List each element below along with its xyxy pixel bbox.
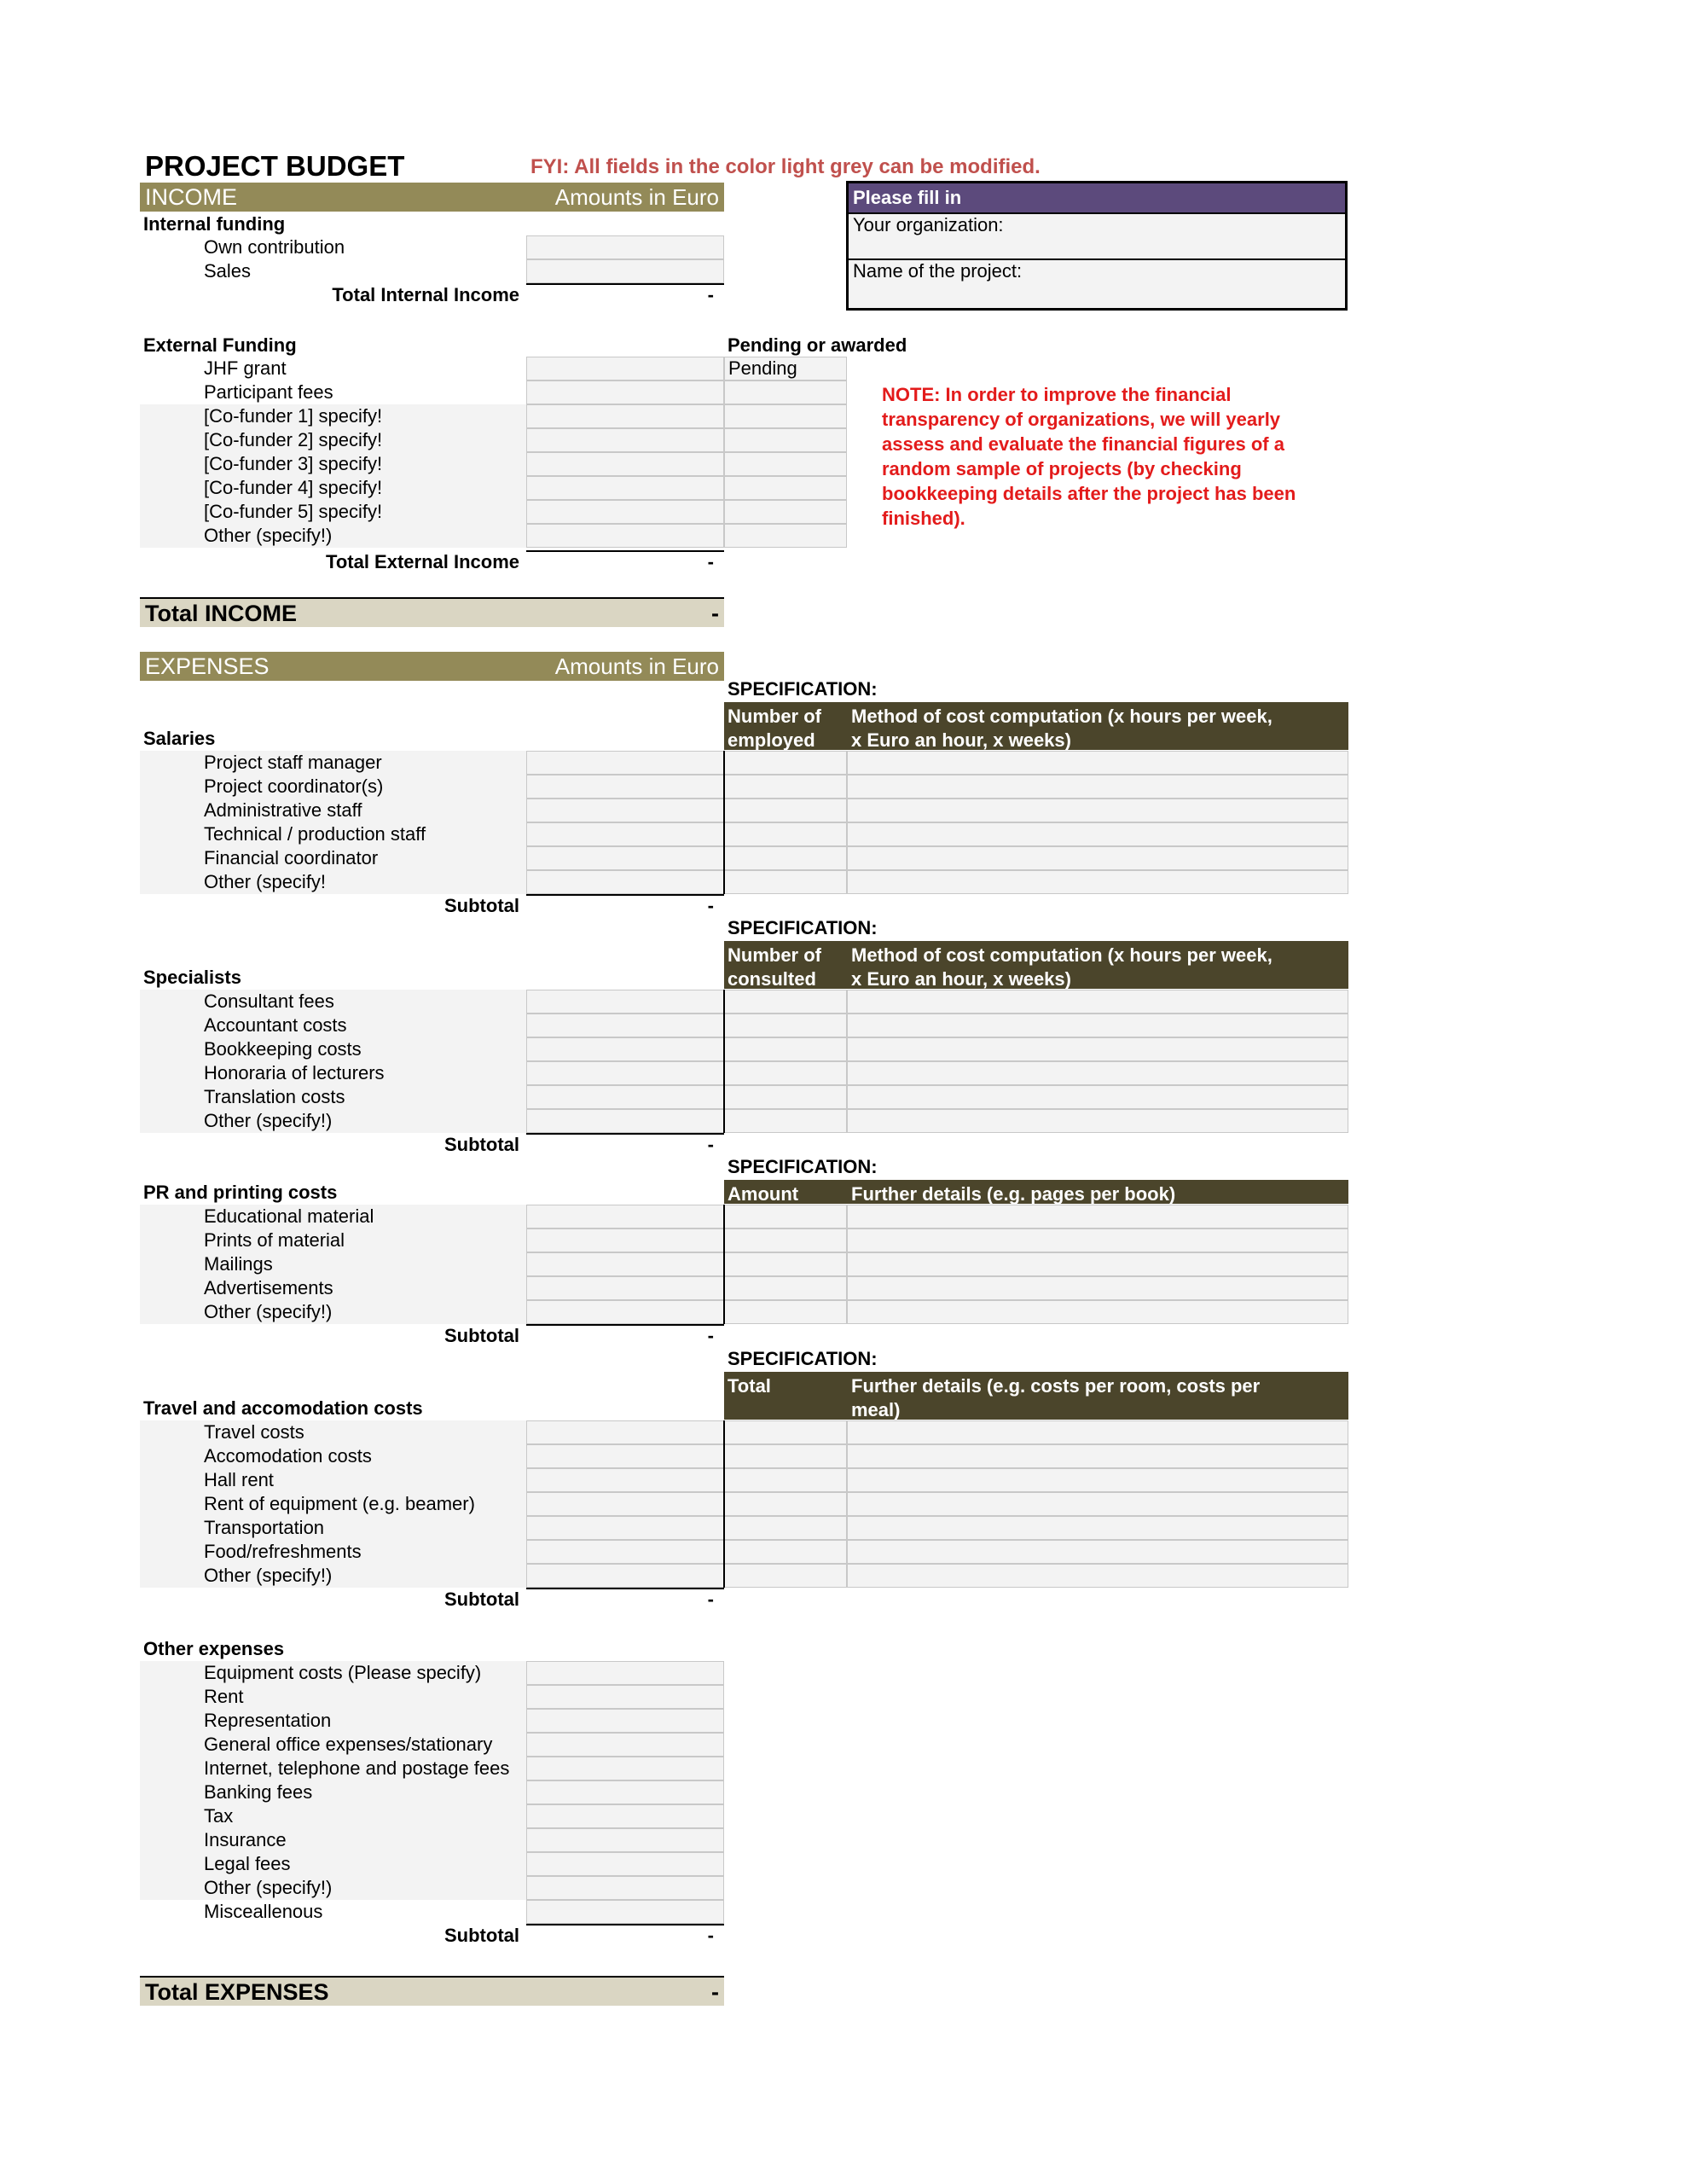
pr-amount-input[interactable] <box>526 1205 724 1228</box>
travel-amount-input[interactable] <box>526 1540 724 1564</box>
specification-label: SPECIFICATION: <box>728 1156 878 1177</box>
travel-spec-row <box>724 1564 1348 1588</box>
external-funding-item: Participant fees <box>140 380 526 404</box>
pr-spec-details-input[interactable] <box>847 1300 1348 1324</box>
other-amount-input[interactable] <box>526 1900 724 1924</box>
salaries-amount-input[interactable] <box>526 775 724 799</box>
travel-item: Transportation <box>140 1516 526 1540</box>
pending-status-input[interactable] <box>724 452 847 476</box>
salaries-item: Financial coordinator <box>140 846 526 870</box>
pr-spec-count-input[interactable] <box>724 1300 847 1324</box>
travel-spec-details-input[interactable] <box>847 1420 1348 1444</box>
other-expenses-item: General office expenses/stationary <box>140 1733 526 1757</box>
transparency-note: NOTE: In order to improve the financial transparency of organizations, we will yearly assess and evaluate the financial figures of a random sample of projects (by checking bookkeeping details after the project has been finished). <box>882 384 1296 529</box>
specialists-spec-details-input[interactable] <box>847 1014 1348 1037</box>
specialists-item: Honoraria of lecturers <box>140 1061 526 1085</box>
other-expenses-item: Other (specify!) <box>140 1876 526 1900</box>
salaries-spec-row <box>724 870 1348 894</box>
salaries-amount-input[interactable] <box>526 846 724 870</box>
external-amount-input[interactable] <box>526 524 724 548</box>
external-amount-input[interactable] <box>526 357 724 380</box>
pr-spec-row <box>724 1205 1348 1228</box>
other-expenses-item: Legal fees <box>140 1852 526 1876</box>
specialists-spec-col2: Method of cost computation (x hours per week, x Euro an hour, x weeks) <box>851 944 1272 990</box>
total-external-income-row <box>140 550 724 574</box>
travel-spec-details-input[interactable] <box>847 1540 1348 1564</box>
pr-spec-row <box>724 1300 1348 1324</box>
subtotal-value: - <box>707 895 714 916</box>
travel-spec-row <box>724 1540 1348 1564</box>
travel-spec-details-input[interactable] <box>847 1516 1348 1540</box>
pr-item: Educational material <box>140 1205 526 1228</box>
specification-label: SPECIFICATION: <box>728 917 878 938</box>
external-funding-item: JHF grant <box>140 357 526 380</box>
salaries-amount-input[interactable] <box>526 822 724 846</box>
pending-status-input[interactable] <box>724 524 847 548</box>
specialists-spec-details-input[interactable] <box>847 1085 1348 1109</box>
specialists-spec-details-input[interactable] <box>847 1061 1348 1085</box>
travel-spec-count-input[interactable] <box>724 1564 847 1588</box>
external-amount-input[interactable] <box>526 452 724 476</box>
salaries-spec-row <box>724 751 1348 775</box>
total-internal-income-value: - <box>707 284 714 305</box>
specialists-spec-row <box>724 1085 1348 1109</box>
pending-status-input[interactable]: Pending <box>724 357 847 380</box>
salaries-spec-count-input[interactable] <box>724 799 847 822</box>
external-amount-input[interactable] <box>526 380 724 404</box>
total-income-value: - <box>711 601 719 626</box>
pr-item: Mailings <box>140 1252 526 1276</box>
table-divider <box>723 751 725 894</box>
other-amount-input[interactable] <box>526 1828 724 1852</box>
pr-amount-input[interactable] <box>526 1252 724 1276</box>
internal-amount-input[interactable] <box>526 235 724 259</box>
income-band-label: INCOME <box>145 183 237 210</box>
salaries-item: Administrative staff <box>140 799 526 822</box>
specialists-spec-col1: Number of consulted <box>728 944 821 990</box>
pending-title: Pending or awarded <box>728 334 907 356</box>
subtotal-label: Subtotal <box>444 1589 519 1610</box>
salaries-spec-count-input[interactable] <box>724 775 847 799</box>
pr-title: PR and printing costs <box>143 1182 338 1203</box>
organization-field[interactable]: Your organization: <box>849 212 1345 258</box>
table-divider <box>723 990 725 1133</box>
external-funding-title: External Funding <box>143 334 297 356</box>
salaries-item: Other (specify! <box>140 870 526 894</box>
external-funding-item: Other (specify!) <box>140 524 526 548</box>
travel-spec-details-input[interactable] <box>847 1468 1348 1492</box>
salaries-spec-details-input[interactable] <box>847 751 1348 775</box>
other-expenses-item: Internet, telephone and postage fees <box>140 1757 526 1780</box>
specialists-spec-details-input[interactable] <box>847 1037 1348 1061</box>
internal-amount-input[interactable] <box>526 259 724 283</box>
travel-amount-input[interactable] <box>526 1516 724 1540</box>
total-income-row <box>140 597 724 627</box>
salaries-spec-row <box>724 822 1348 846</box>
pr-item: Other (specify!) <box>140 1300 526 1324</box>
salaries-spec-header <box>724 702 1348 750</box>
specification-label: SPECIFICATION: <box>728 678 878 700</box>
salaries-item: Technical / production staff <box>140 822 526 846</box>
travel-spec-row <box>724 1516 1348 1540</box>
travel-spec-details-input[interactable] <box>847 1564 1348 1588</box>
specialists-spec-row <box>724 990 1348 1014</box>
travel-title: Travel and accomodation costs <box>143 1397 423 1419</box>
specialists-item: Consultant fees <box>140 990 526 1014</box>
pr-item: Prints of material <box>140 1228 526 1252</box>
salaries-spec-col1: Number of employed <box>728 706 821 751</box>
other-amount-input[interactable] <box>526 1733 724 1757</box>
salaries-item: Project coordinator(s) <box>140 775 526 799</box>
total-internal-income-row <box>140 283 724 307</box>
pr-spec-count-input[interactable] <box>724 1276 847 1300</box>
travel-amount-input[interactable] <box>526 1492 724 1516</box>
total-expenses-label: Total EXPENSES <box>145 1979 329 2005</box>
travel-spec-details-input[interactable] <box>847 1492 1348 1516</box>
fyi-note: FYI: All fields in the color light grey can be modified. <box>530 155 1041 178</box>
other-expenses-item: Equipment costs (Please specify) <box>140 1661 526 1685</box>
total-income-label: Total INCOME <box>145 601 297 626</box>
project-info-box <box>846 181 1348 311</box>
fill-in-heading: Please fill in <box>849 183 1345 212</box>
pending-status-input[interactable] <box>724 428 847 452</box>
specialists-spec-row <box>724 1014 1348 1037</box>
pr-subtotal-row <box>140 1324 724 1348</box>
travel-item: Other (specify!) <box>140 1564 526 1588</box>
salaries-spec-count-input[interactable] <box>724 822 847 846</box>
travel-spec-count-input[interactable] <box>724 1444 847 1468</box>
travel-spec-count-input[interactable] <box>724 1420 847 1444</box>
expenses-band-label: EXPENSES <box>145 653 270 679</box>
travel-spec-row <box>724 1492 1348 1516</box>
specialists-spec-count-input[interactable] <box>724 1061 847 1085</box>
travel-spec-header <box>724 1372 1348 1420</box>
specialists-item: Other (specify!) <box>140 1109 526 1133</box>
pr-spec-count-input[interactable] <box>724 1205 847 1228</box>
external-funding-item: [Co-funder 1] specify! <box>140 404 526 428</box>
salaries-spec-row <box>724 799 1348 822</box>
travel-spec-count-input[interactable] <box>724 1492 847 1516</box>
table-divider <box>723 1205 725 1324</box>
external-funding-item: [Co-funder 2] specify! <box>140 428 526 452</box>
specialists-spec-count-input[interactable] <box>724 1037 847 1061</box>
salaries-spec-col2: Method of cost computation (x hours per week, x Euro an hour, x weeks) <box>851 706 1272 751</box>
subtotal-value: - <box>707 1325 714 1346</box>
specialists-title: Specialists <box>143 967 241 988</box>
salaries-amount-input[interactable] <box>526 751 724 775</box>
internal-funding-item: Own contribution <box>140 235 526 259</box>
subtotal-value: - <box>707 1589 714 1610</box>
specialists-subtotal-row <box>140 1133 724 1157</box>
external-funding-item: [Co-funder 5] specify! <box>140 500 526 524</box>
pending-status-input[interactable] <box>724 500 847 524</box>
travel-amount-input[interactable] <box>526 1420 724 1444</box>
external-funding-item: [Co-funder 3] specify! <box>140 452 526 476</box>
external-funding-item: [Co-funder 4] specify! <box>140 476 526 500</box>
specialists-spec-header <box>724 941 1348 989</box>
specialists-spec-details-input[interactable] <box>847 990 1348 1014</box>
subtotal-label: Subtotal <box>444 1925 519 1946</box>
travel-amount-input[interactable] <box>526 1468 724 1492</box>
specialists-spec-count-input[interactable] <box>724 1085 847 1109</box>
specialists-amount-input[interactable] <box>526 1109 724 1133</box>
travel-spec-row <box>724 1420 1348 1444</box>
pr-spec-row <box>724 1252 1348 1276</box>
other-expenses-item: Banking fees <box>140 1780 526 1804</box>
travel-item: Rent of equipment (e.g. beamer) <box>140 1492 526 1516</box>
travel-item: Food/refreshments <box>140 1540 526 1564</box>
specialists-amount-input[interactable] <box>526 1037 724 1061</box>
salaries-spec-count-input[interactable] <box>724 846 847 870</box>
expenses-band <box>140 652 724 681</box>
other-amount-input[interactable] <box>526 1709 724 1733</box>
internal-funding-title: Internal funding <box>143 213 286 235</box>
salaries-spec-details-input[interactable] <box>847 870 1348 894</box>
total-expenses-value: - <box>711 1979 719 2005</box>
travel-spec-count-input[interactable] <box>724 1468 847 1492</box>
pending-status-input[interactable] <box>724 380 847 404</box>
pr-amount-input[interactable] <box>526 1228 724 1252</box>
external-amount-input[interactable] <box>526 428 724 452</box>
travel-spec-col1: Total <box>728 1375 771 1397</box>
salaries-spec-details-input[interactable] <box>847 775 1348 799</box>
salaries-spec-row <box>724 846 1348 870</box>
specialists-amount-input[interactable] <box>526 1061 724 1085</box>
pr-spec-details-input[interactable] <box>847 1252 1348 1276</box>
subtotal-value: - <box>707 1134 714 1155</box>
other-subtotal-row <box>140 1924 724 1948</box>
pr-spec-col2: Further details (e.g. pages per book) <box>851 1183 1176 1205</box>
project-name-field[interactable]: Name of the project: <box>849 258 1345 305</box>
total-external-income-label: Total External Income <box>326 551 519 572</box>
external-amount-input[interactable] <box>526 476 724 500</box>
other-amount-input[interactable] <box>526 1852 724 1876</box>
other-expenses-title: Other expenses <box>143 1638 285 1659</box>
travel-item: Hall rent <box>140 1468 526 1492</box>
salaries-spec-details-input[interactable] <box>847 822 1348 846</box>
other-amount-input[interactable] <box>526 1876 724 1900</box>
pr-spec-row <box>724 1276 1348 1300</box>
specialists-item: Translation costs <box>140 1085 526 1109</box>
travel-item: Accomodation costs <box>140 1444 526 1468</box>
specification-label: SPECIFICATION: <box>728 1348 878 1369</box>
external-amount-input[interactable] <box>526 404 724 428</box>
travel-spec-col2: Further details (e.g. costs per room, costs per meal) <box>851 1375 1261 1420</box>
subtotal-label: Subtotal <box>444 1325 519 1346</box>
salaries-spec-details-input[interactable] <box>847 799 1348 822</box>
travel-spec-details-input[interactable] <box>847 1444 1348 1468</box>
travel-amount-input[interactable] <box>526 1564 724 1588</box>
salaries-spec-count-input[interactable] <box>724 870 847 894</box>
salaries-amount-input[interactable] <box>526 799 724 822</box>
specialists-item: Accountant costs <box>140 1014 526 1037</box>
subtotal-label: Subtotal <box>444 895 519 916</box>
salaries-item: Project staff manager <box>140 751 526 775</box>
subtotal-value: - <box>707 1925 714 1946</box>
other-expenses-item: Insurance <box>140 1828 526 1852</box>
other-amount-input[interactable] <box>526 1685 724 1709</box>
salaries-subtotal-row <box>140 894 724 918</box>
pr-spec-header <box>724 1180 1348 1204</box>
travel-spec-row <box>724 1444 1348 1468</box>
other-amount-input[interactable] <box>526 1780 724 1804</box>
travel-amount-input[interactable] <box>526 1444 724 1468</box>
travel-spec-count-input[interactable] <box>724 1540 847 1564</box>
subtotal-label: Subtotal <box>444 1134 519 1155</box>
page-title: PROJECT BUDGET <box>145 150 405 182</box>
travel-spec-row <box>724 1468 1348 1492</box>
travel-item: Travel costs <box>140 1420 526 1444</box>
pr-spec-details-input[interactable] <box>847 1205 1348 1228</box>
salaries-spec-row <box>724 775 1348 799</box>
pr-spec-row <box>724 1228 1348 1252</box>
pr-spec-details-input[interactable] <box>847 1228 1348 1252</box>
specialists-amount-input[interactable] <box>526 1014 724 1037</box>
total-external-income-value: - <box>707 551 714 572</box>
income-band <box>140 183 724 212</box>
pr-item: Advertisements <box>140 1276 526 1300</box>
other-amount-input[interactable] <box>526 1757 724 1780</box>
specialists-spec-row <box>724 1061 1348 1085</box>
specialists-amount-input[interactable] <box>526 1085 724 1109</box>
other-expenses-item: Tax <box>140 1804 526 1828</box>
salaries-title: Salaries <box>143 728 216 749</box>
table-divider <box>723 1420 725 1588</box>
pr-spec-col1: Amount <box>728 1183 799 1205</box>
total-internal-income-label: Total Internal Income <box>332 284 519 305</box>
specialists-spec-count-input[interactable] <box>724 1014 847 1037</box>
pending-status-input[interactable] <box>724 404 847 428</box>
travel-subtotal-row <box>140 1588 724 1612</box>
pr-spec-details-input[interactable] <box>847 1276 1348 1300</box>
external-amount-input[interactable] <box>526 500 724 524</box>
specialists-spec-count-input[interactable] <box>724 1109 847 1133</box>
pr-spec-count-input[interactable] <box>724 1228 847 1252</box>
total-expenses-row <box>140 1976 724 2006</box>
other-expenses-item: Misceallenous <box>140 1900 526 1924</box>
travel-spec-count-input[interactable] <box>724 1516 847 1540</box>
other-expenses-item: Rent <box>140 1685 526 1709</box>
specialists-spec-count-input[interactable] <box>724 990 847 1014</box>
specialists-spec-row <box>724 1037 1348 1061</box>
other-amount-input[interactable] <box>526 1804 724 1828</box>
pending-status-input[interactable] <box>724 476 847 500</box>
income-amount-header: Amounts in Euro <box>554 183 719 210</box>
specialists-spec-row <box>724 1109 1348 1133</box>
salaries-spec-details-input[interactable] <box>847 846 1348 870</box>
specialists-item: Bookkeeping costs <box>140 1037 526 1061</box>
other-amount-input[interactable] <box>526 1661 724 1685</box>
pr-amount-input[interactable] <box>526 1276 724 1300</box>
pr-amount-input[interactable] <box>526 1300 724 1324</box>
specialists-amount-input[interactable] <box>526 990 724 1014</box>
internal-funding-item: Sales <box>140 259 526 283</box>
pr-spec-count-input[interactable] <box>724 1252 847 1276</box>
specialists-spec-details-input[interactable] <box>847 1109 1348 1133</box>
other-expenses-item: Representation <box>140 1709 526 1733</box>
expenses-amount-header: Amounts in Euro <box>554 653 719 679</box>
salaries-spec-count-input[interactable] <box>724 751 847 775</box>
salaries-amount-input[interactable] <box>526 870 724 894</box>
